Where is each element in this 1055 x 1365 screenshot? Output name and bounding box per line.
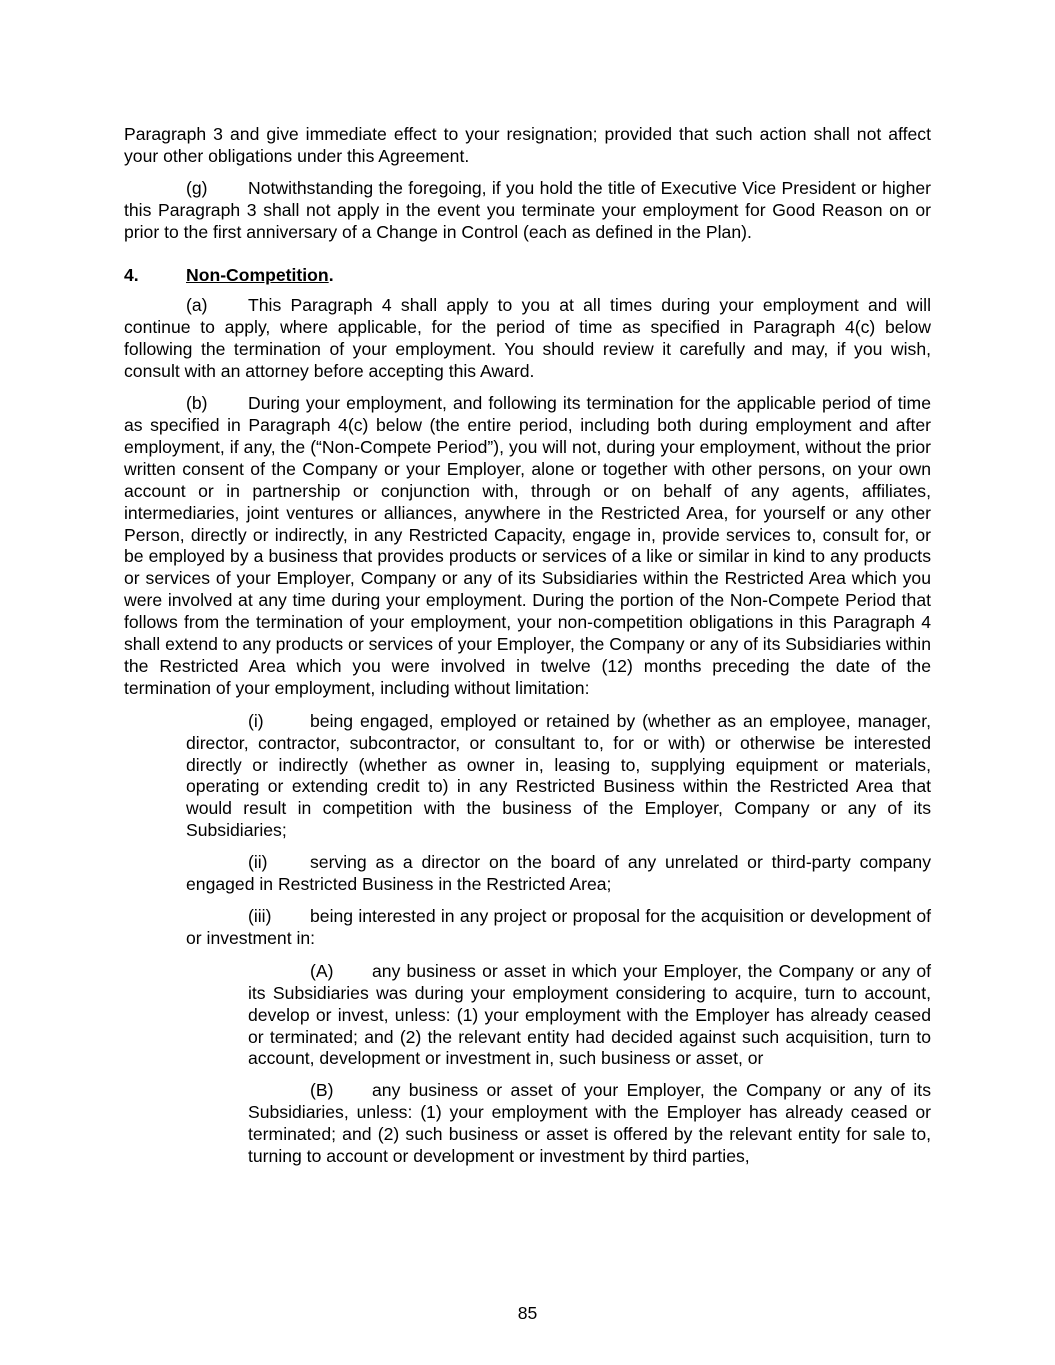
item-text: being interested in any project or proposal for the acquisition or development of or investment in:: [186, 906, 931, 948]
item-label: (i): [248, 710, 264, 731]
section-title-suffix: .: [328, 264, 334, 285]
section-title: Non-Competition: [186, 264, 329, 285]
item-text: any business or asset of your Employer, the Company or any of its Subsidiaries, unless: (1) your employment with the Employer has already ceased or terminated; and (2) such business or asset is offered by the relevant entity for sale to, turning to account or development or investment by third parties,: [248, 1080, 931, 1167]
item-label: (B): [310, 1080, 334, 1101]
paragraph-label: (g): [186, 177, 208, 198]
paragraph-4b: [124, 393, 931, 700]
item-label: (iii): [248, 906, 272, 926]
item-text: serving as a director on the board of any unrelated or third-party company engaged in Restricted Business in the Restricted Area;: [186, 852, 931, 895]
item-B: [248, 1080, 931, 1168]
paragraph-label: (b): [186, 393, 208, 414]
paragraph-text: During your employment, and following its termination for the applicable period of time as specified in Paragraph 4(c) below (the entire period, including both during employment and after employment, if any, the (“Non-Compete Period”), you will not, during your employment, without the prior written consent of the Company or your Employer, alone or together with other persons, on your own account or in partnership or conjunction with, through or on behalf of any agents, affiliates, intermediaries, joint ventures or alliances, anywhere in the Restricted Area, for yourself or any other Person, directly or indirectly, in any Restricted Capacity, engage in, provide services to, consult for, or be employed by a business that provides products or services of a like or similar in kind to any products or services of your Employer, Company or any of its Subsidiaries within the Restricted Area which you were involved at any time during your employment. During the portion of the Non-Compete Period that follows from the termination of your employment, your non-competition obligations in this Paragraph 4 shall extend to any products or services of your Employer, the Company or any of its Subsidiaries within the Restricted Area which you were involved in twelve (12) months preceding the date of the termination of your employment, including without limitation:: [124, 393, 931, 698]
item-ii: [186, 852, 931, 896]
item-label: (ii): [248, 852, 268, 873]
continuation-paragraph: Paragraph 3 and give immediate effect to your resignation; provided that such action shall not affect your other obligations under this Agreement.: [124, 124, 931, 166]
paragraph-text: Notwithstanding the foregoing, if you hold the title of Executive Vice President or higher this Paragraph 3 shall not apply in the event you terminate your employment for Good Reason on or prior to the first anniversary of a Change in Control (each as defined in the Plan).: [124, 177, 931, 242]
item-text: any business or asset in which your Employer, the Company or any of its Subsidiaries was during your employment considering to acquire, turn to account, develop or invest, unless: (1) your employment with the Employer has already ceased or terminated; and (2) the relevant entity had decided against such acquisition, turn to account, development or investment in, such business or asset, or: [248, 960, 931, 1069]
section-number: 4.: [124, 264, 139, 285]
paragraph-text: This Paragraph 4 shall apply to you at all times during your employment and will continue to apply, where applicable, for the period of time as specified in Paragraph 4(c) below following the termination of your employment. You should review it carefully and may, if you wish, consult with an attorney before accepting this Award.: [124, 295, 931, 382]
item-A: [248, 961, 931, 1071]
paragraph-3g: [124, 178, 931, 244]
item-i: [186, 711, 931, 842]
section-heading: [124, 265, 931, 287]
document-page: [124, 124, 931, 1168]
paragraph-4a: [124, 295, 931, 383]
page-number: 85: [517, 1303, 538, 1323]
paragraph-label: (a): [186, 295, 208, 316]
item-label: (A): [310, 960, 334, 981]
item-text: being engaged, employed or retained by (whether as an employee, manager, director, contractor, subcontractor, or consultant to, for or with) or otherwise be interested directly or indirectly (whether as owner in, leasing to, supplying equipment or materials, operating or extending credit to) in any Restricted Business within the Restricted Area that would result in competition with the business of the Employer, Company or any of its Subsidiaries;: [186, 710, 931, 841]
item-iii: [186, 906, 931, 950]
